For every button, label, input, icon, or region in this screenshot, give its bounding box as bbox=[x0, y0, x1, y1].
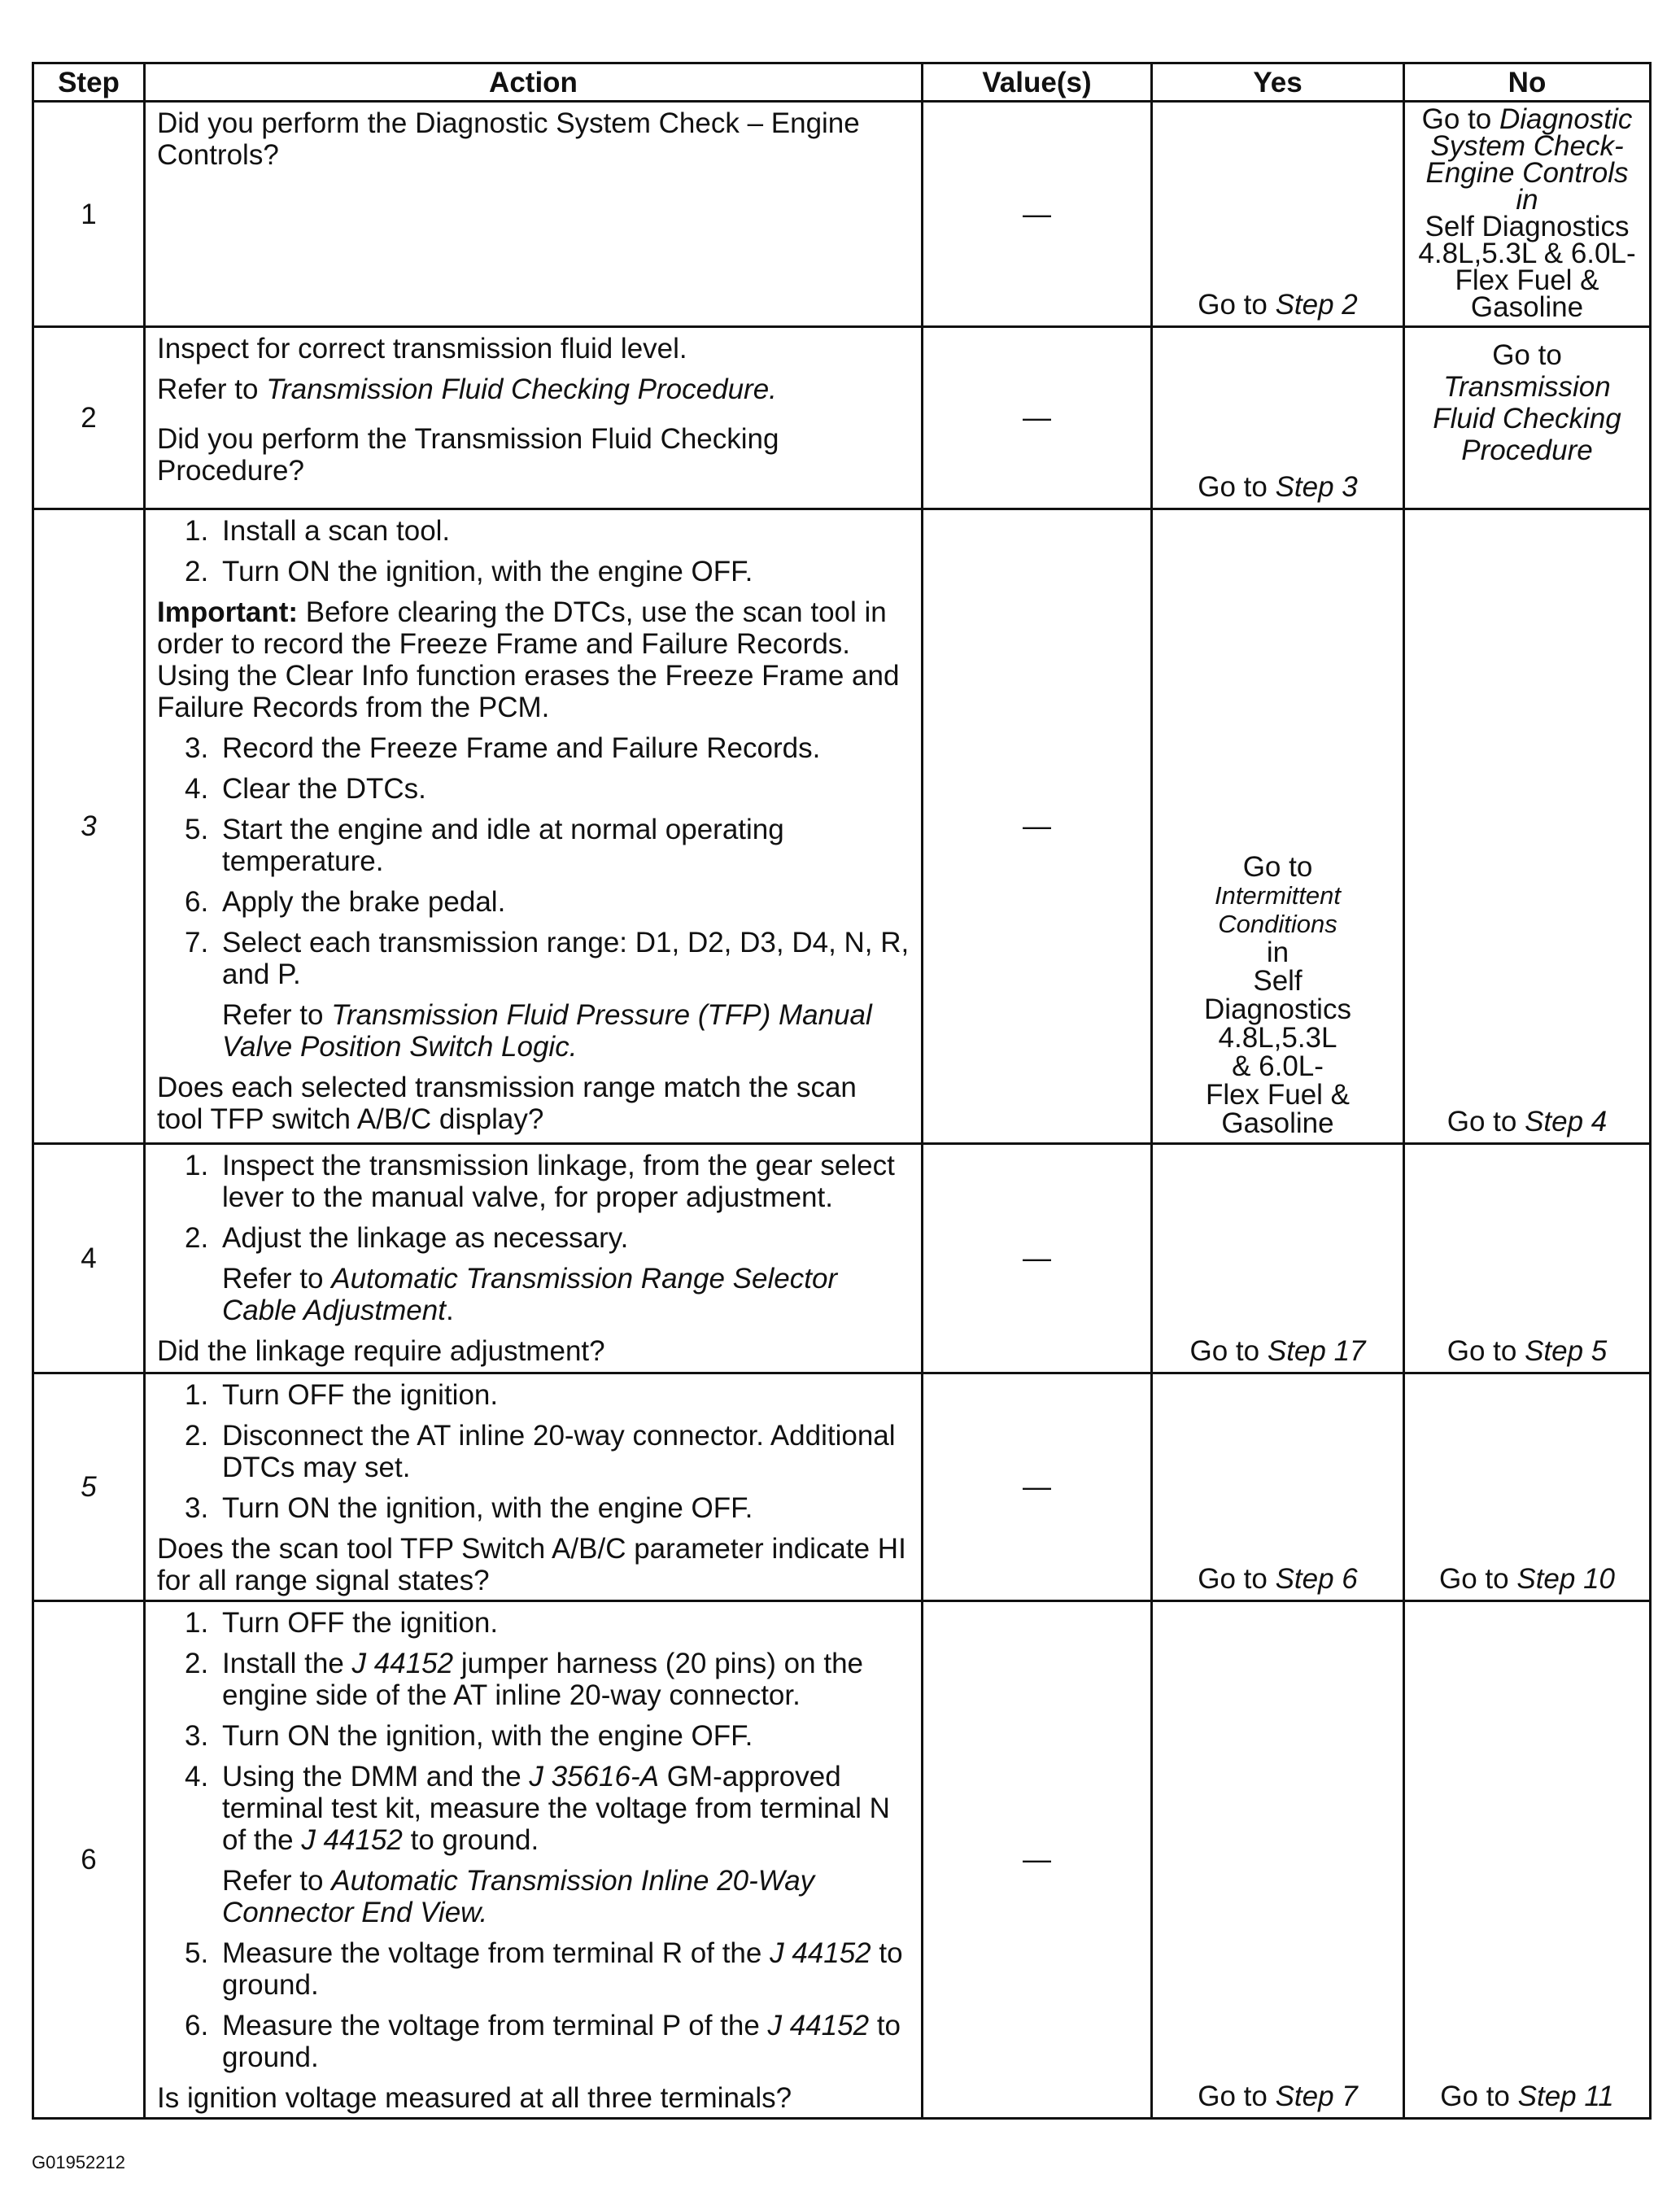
tool-link[interactable]: J 35616-A bbox=[529, 1761, 659, 1792]
table-row bbox=[33, 1144, 1651, 1373]
list-item: 5. Start the engine and idle at normal operating temperature. bbox=[185, 814, 784, 877]
action-refer: Refer to Transmission Fluid Checking Procedure. bbox=[157, 373, 777, 405]
list-item: 1. Inspect the transmission linkage, from the gear select lever to the manual valve, for proper adjustment. bbox=[185, 1150, 895, 1213]
figure-id: G01952212 bbox=[32, 2152, 125, 2172]
no-step-link[interactable]: Step 4 bbox=[1525, 1106, 1608, 1137]
no-step-link[interactable]: Step 10 bbox=[1516, 1563, 1615, 1595]
table-row bbox=[33, 1601, 1651, 2119]
action-cell bbox=[145, 1144, 923, 1373]
value-cell: — bbox=[923, 1601, 1152, 2119]
list-item: 2. Disconnect the AT inline 20-way connector. Additional DTCs may set. bbox=[185, 1420, 896, 1483]
no-link-engine-controls[interactable]: Engine Controls in bbox=[1425, 157, 1629, 216]
list-item: 2. Install the J 44152 jumper harness (20 pins) on the engine side of the AT inline 20-way connector. bbox=[185, 1648, 863, 1711]
no-cell: Go to Step 11 bbox=[1404, 1601, 1651, 2119]
refer-link[interactable]: Transmission Fluid Pressure (TFP) Manual Valve Position Switch Logic. bbox=[222, 999, 872, 1063]
yes-cell: Go to Step 7 bbox=[1152, 1601, 1404, 2119]
action-line: Inspect for correct transmission fluid level. bbox=[157, 333, 687, 365]
refer-link[interactable]: Automatic Transmission Inline 20-Way Connector End View. bbox=[222, 1865, 815, 1928]
action-cell bbox=[145, 327, 923, 509]
yes-cell: Go to Step 6 bbox=[1152, 1373, 1404, 1601]
no-link-fluid-checking[interactable]: Transmission Fluid Checking Procedure bbox=[1433, 371, 1621, 466]
step-number: 1 bbox=[33, 102, 145, 327]
header-yes: Yes bbox=[1152, 63, 1404, 102]
header-values: Value(s) bbox=[923, 63, 1152, 102]
no-text-line: 4.8L,5.3L & 6.0L- bbox=[1418, 238, 1636, 269]
no-cell: Go to Step 10 bbox=[1404, 1373, 1651, 1601]
list-item: 3. Turn ON the ignition, with the engine OFF. bbox=[185, 1492, 753, 1524]
list-item: 3. Turn ON the ignition, with the engine OFF. bbox=[185, 1720, 753, 1752]
action-question: Did the linkage require adjustment? bbox=[157, 1335, 605, 1367]
list-item: 7. Select each transmission range: D1, D2, D3, D4, N, R, and P. bbox=[185, 927, 910, 990]
go-to-text: Go to bbox=[1198, 289, 1268, 321]
refer-link[interactable]: Transmission Fluid Checking Procedure. bbox=[266, 373, 777, 405]
list-item: 4. Using the DMM and the J 35616-A GM-approved terminal test kit, measure the voltage from terminal N of the J 44152 to ground. bbox=[185, 1761, 890, 1856]
yes-step-link[interactable]: Step 17 bbox=[1267, 1335, 1366, 1367]
yes-step-link[interactable]: Step 2 bbox=[1275, 289, 1358, 321]
header-row bbox=[33, 63, 1651, 102]
yes-link-intermittent-conditions[interactable]: Intermittent Conditions bbox=[1214, 881, 1342, 938]
value-cell: — bbox=[923, 327, 1152, 509]
no-cell bbox=[1404, 102, 1651, 327]
no-step-link[interactable]: Step 5 bbox=[1525, 1335, 1608, 1367]
action-question: Does the scan tool TFP Switch A/B/C parameter indicate HI for all range signal states? bbox=[157, 1533, 906, 1596]
tool-link[interactable]: J 44152 bbox=[770, 1937, 871, 1969]
diagnostic-table bbox=[32, 62, 1652, 2120]
action-question: Is ignition voltage measured at all three terminals? bbox=[157, 2082, 792, 2114]
list-item: 2. Adjust the linkage as necessary. bbox=[185, 1222, 629, 1254]
step-number: 4 bbox=[33, 1144, 145, 1373]
table-row bbox=[33, 509, 1651, 1144]
tool-link[interactable]: J 44152 bbox=[351, 1648, 454, 1679]
list-item: 4. Clear the DTCs. bbox=[185, 773, 426, 805]
no-text-line: Flex Fuel & bbox=[1455, 264, 1599, 296]
action-cell bbox=[145, 1373, 923, 1601]
action-refer: Refer to Automatic Transmission Range Selector Cable Adjustment. bbox=[222, 1263, 838, 1326]
step-number: 6 bbox=[33, 1601, 145, 2119]
step-number: 3 bbox=[33, 509, 145, 1144]
important-note: Important: Before clearing the DTCs, use the scan tool in order to record the Freeze Frame and Failure Records. Using the Clear Info function erases the Freeze Frame and Failure Records from the PCM. bbox=[157, 596, 900, 723]
step-number: 5 bbox=[33, 1373, 145, 1601]
tool-link[interactable]: J 44152 bbox=[767, 2010, 870, 2041]
action-question: Did you perform the Diagnostic System Check – Engine Controls? bbox=[157, 107, 860, 171]
table-row bbox=[33, 1373, 1651, 1601]
no-cell: Go to Transmission Fluid Checking Procedure bbox=[1404, 327, 1651, 509]
list-item: 6. Apply the brake pedal. bbox=[185, 886, 506, 918]
value-cell: — bbox=[923, 102, 1152, 327]
step-number: 2 bbox=[33, 327, 145, 509]
list-item: 1. Turn OFF the ignition. bbox=[185, 1607, 499, 1639]
list-item: 6. Measure the voltage from terminal P of the J 44152 to ground. bbox=[185, 2010, 901, 2073]
yes-cell: Go to Step 3 bbox=[1152, 327, 1404, 509]
list-item: 1. Turn OFF the ignition. bbox=[185, 1379, 499, 1411]
list-item: 3. Record the Freeze Frame and Failure Records. bbox=[185, 732, 821, 764]
action-question: Does each selected transmission range match the scan tool TFP switch A/B/C display? bbox=[157, 1072, 857, 1135]
no-step-link[interactable]: Step 11 bbox=[1517, 2081, 1614, 2112]
yes-step-link[interactable]: Step 6 bbox=[1275, 1563, 1358, 1595]
go-to-text: Go to bbox=[1421, 103, 1492, 135]
no-cell: Go to Step 5 bbox=[1404, 1144, 1651, 1373]
refer-link[interactable]: Automatic Transmission Range Selector Cable Adjustment bbox=[222, 1263, 838, 1326]
action-question: Did you perform the Transmission Fluid Checking Procedure? bbox=[157, 423, 779, 487]
header-no: No bbox=[1404, 63, 1651, 102]
action-cell bbox=[145, 1601, 923, 2119]
value-cell: — bbox=[923, 1373, 1152, 1601]
action-refer: Refer to Transmission Fluid Pressure (TFP) Manual Valve Position Switch Logic. bbox=[222, 999, 872, 1063]
no-link-diagnostic-system-check[interactable]: Diagnostic System Check- bbox=[1430, 103, 1633, 162]
yes-cell bbox=[1152, 102, 1404, 327]
no-text-line: Gasoline bbox=[1470, 291, 1584, 323]
action-cell bbox=[145, 509, 923, 1144]
yes-step-link[interactable]: Step 3 bbox=[1275, 471, 1358, 503]
header-step: Step bbox=[33, 63, 145, 102]
tool-link[interactable]: J 44152 bbox=[301, 1824, 403, 1856]
no-cell: Go to Step 4 bbox=[1404, 509, 1651, 1144]
table-row bbox=[33, 327, 1651, 509]
yes-step-link[interactable]: Step 7 bbox=[1275, 2081, 1358, 2112]
list-item: 1. Install a scan tool. bbox=[185, 515, 451, 547]
header-action: Action bbox=[145, 63, 923, 102]
table-row bbox=[33, 102, 1651, 327]
yes-cell: Go to Intermittent Conditions in Self Diagnostics 4.8L,5.3L & 6.0L- Flex Fuel & Gasoline bbox=[1152, 509, 1404, 1144]
action-cell bbox=[145, 102, 923, 327]
action-refer: Refer to Automatic Transmission Inline 20-Way Connector End View. bbox=[222, 1865, 815, 1928]
value-cell: — bbox=[923, 1144, 1152, 1373]
list-item: 2. Turn ON the ignition, with the engine OFF. bbox=[185, 556, 753, 587]
value-cell: — bbox=[923, 509, 1152, 1144]
yes-cell: Go to Step 17 bbox=[1152, 1144, 1404, 1373]
no-text-line: Self Diagnostics bbox=[1425, 211, 1630, 242]
list-item: 5. Measure the voltage from terminal R of the J 44152 to ground. bbox=[185, 1937, 903, 2001]
